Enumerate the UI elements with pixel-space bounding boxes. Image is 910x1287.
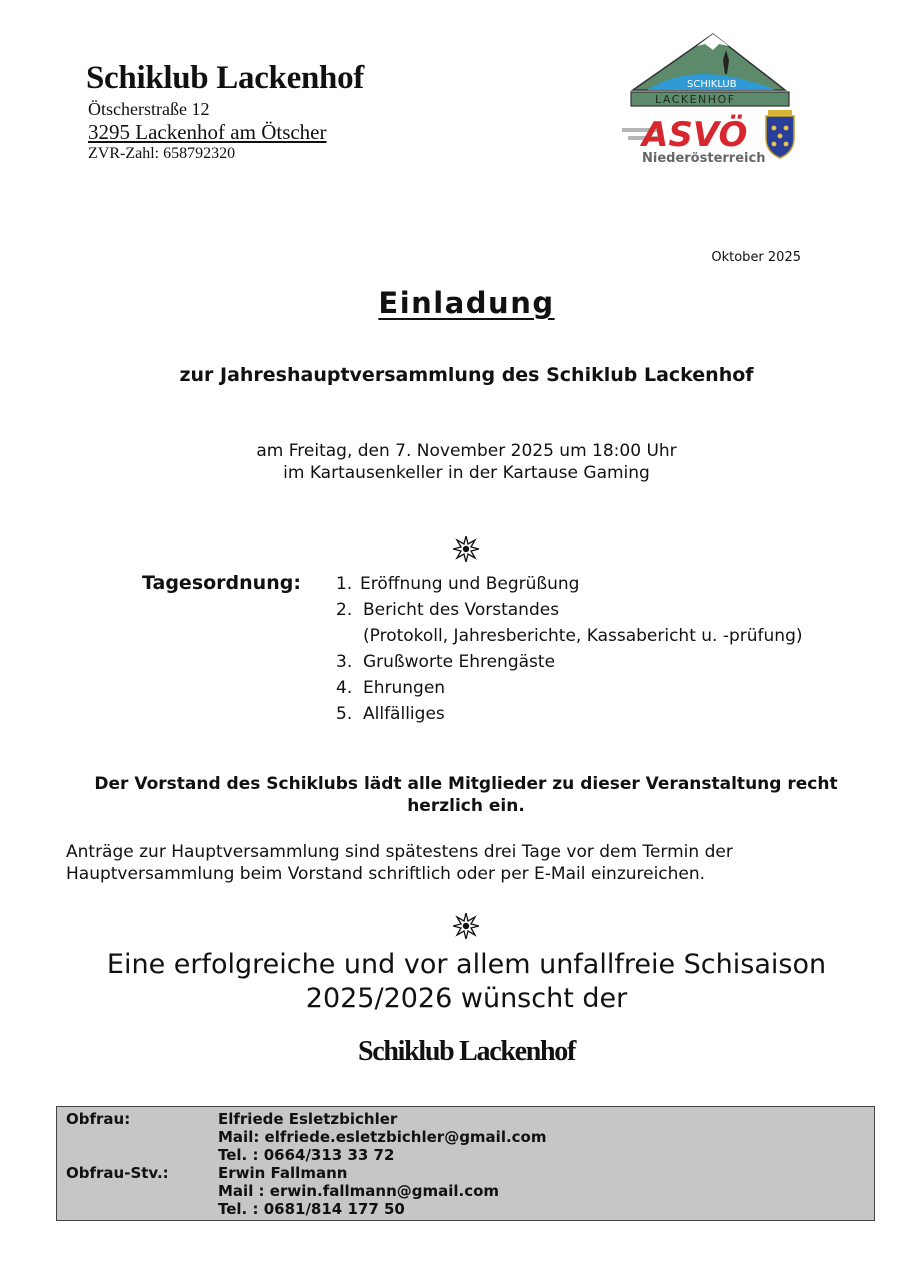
agenda-item-text: Allfälliges: [363, 704, 445, 724]
event-location: im Kartausenkeller in der Kartause Gaming: [283, 463, 650, 483]
club-street: Ötscherstraße 12: [88, 99, 210, 119]
agenda-item-text: Grußworte Ehrengäste: [363, 652, 556, 672]
event-date-time: am Freitag, den 7. November 2025 um 18:00 Uhr: [256, 441, 677, 461]
agenda-item: [336, 704, 445, 724]
club-zvr: ZVR-Zahl: 658792320: [88, 145, 236, 162]
motions-notice-line: Anträge zur Hauptversammlung sind spätestens drei Tage vor dem Termin der: [66, 842, 733, 862]
club-signature: Schiklub Lackenhof: [357, 1036, 576, 1067]
agenda-item: [336, 574, 579, 594]
contact-mail: Mail: elfriede.esletzbichler@gmail.com: [218, 1128, 547, 1146]
contact-role: Obfrau-Stv.:: [66, 1164, 169, 1182]
agenda-item-number: 5.: [336, 704, 353, 724]
agenda-item: [336, 600, 559, 620]
agenda-item-detail: [336, 626, 803, 646]
invitation-statement-line: Der Vorstand des Schiklubs lädt alle Mitglieder zu dieser Veranstaltung recht: [94, 774, 838, 794]
club-name: Schiklub Lackenhof: [86, 60, 364, 96]
club-logo: [625, 30, 793, 114]
asvo-text: ASVÖ: [642, 115, 748, 155]
agenda-item-number: 2.: [336, 600, 353, 620]
motions-notice-line: Hauptversammlung beim Vorstand schriftlich oder per E-Mail einzureichen.: [66, 864, 706, 884]
club-city: 3295 Lackenhof am Ötscher: [88, 120, 327, 144]
invitation-statement: [60, 773, 872, 817]
edelweiss-star-icon: [453, 536, 479, 562]
contact-name: Elfriede Esletzbichler: [218, 1110, 398, 1128]
contact-role: Obfrau:: [66, 1110, 131, 1128]
edelweiss-star-icon: [453, 913, 479, 939]
contact-mail: Mail : erwin.fallmann@gmail.com: [218, 1182, 500, 1200]
season-wish-line: Eine erfolgreiche und vor allem unfallfreie Schisaison: [106, 949, 827, 980]
contact-name: Erwin Fallmann: [218, 1164, 348, 1182]
agenda-item-number: 4.: [336, 678, 353, 698]
agenda-item-text: Bericht des Vorstandes: [363, 600, 560, 620]
agenda-item: [336, 652, 555, 672]
agenda-item: [336, 678, 445, 698]
agenda-item-text: Ehrungen: [363, 678, 446, 698]
agenda-item-number: 1.: [336, 574, 353, 594]
agenda-item-number: 3.: [336, 652, 353, 672]
season-wish: [0, 948, 910, 1016]
contact-phone: Tel. : 0664/313 33 72: [218, 1146, 395, 1164]
invitation-statement-line: herzlich ein.: [407, 796, 525, 816]
letter-date: Oktober 2025: [711, 250, 801, 265]
club-logo-bottom-text: LACKENHOF: [655, 93, 736, 106]
motions-notice: [66, 841, 866, 885]
invitation-title-text: Einladung: [378, 286, 555, 320]
season-wish-line: 2025/2026 wünscht der: [305, 983, 628, 1014]
contact-phone: Tel. : 0681/814 177 50: [218, 1200, 405, 1218]
agenda-label: Tagesordnung:: [142, 572, 301, 594]
coat-of-arms-icon: [766, 110, 794, 158]
asvo-region-text: Niederösterreich: [642, 151, 766, 166]
agenda-item-text: Eröffnung und Begrüßung: [360, 574, 580, 594]
contact-box: [56, 1106, 875, 1221]
invitation-subtitle: zur Jahreshauptversammlung des Schiklub Lackenhof: [179, 364, 754, 386]
invitation-title: [0, 286, 910, 320]
asvo-logo: [620, 110, 800, 168]
club-logo-top-text: SCHIKLUB: [687, 79, 737, 90]
agenda-item-text: (Protokoll, Jahresberichte, Kassabericht u. -prüfung): [363, 626, 803, 646]
